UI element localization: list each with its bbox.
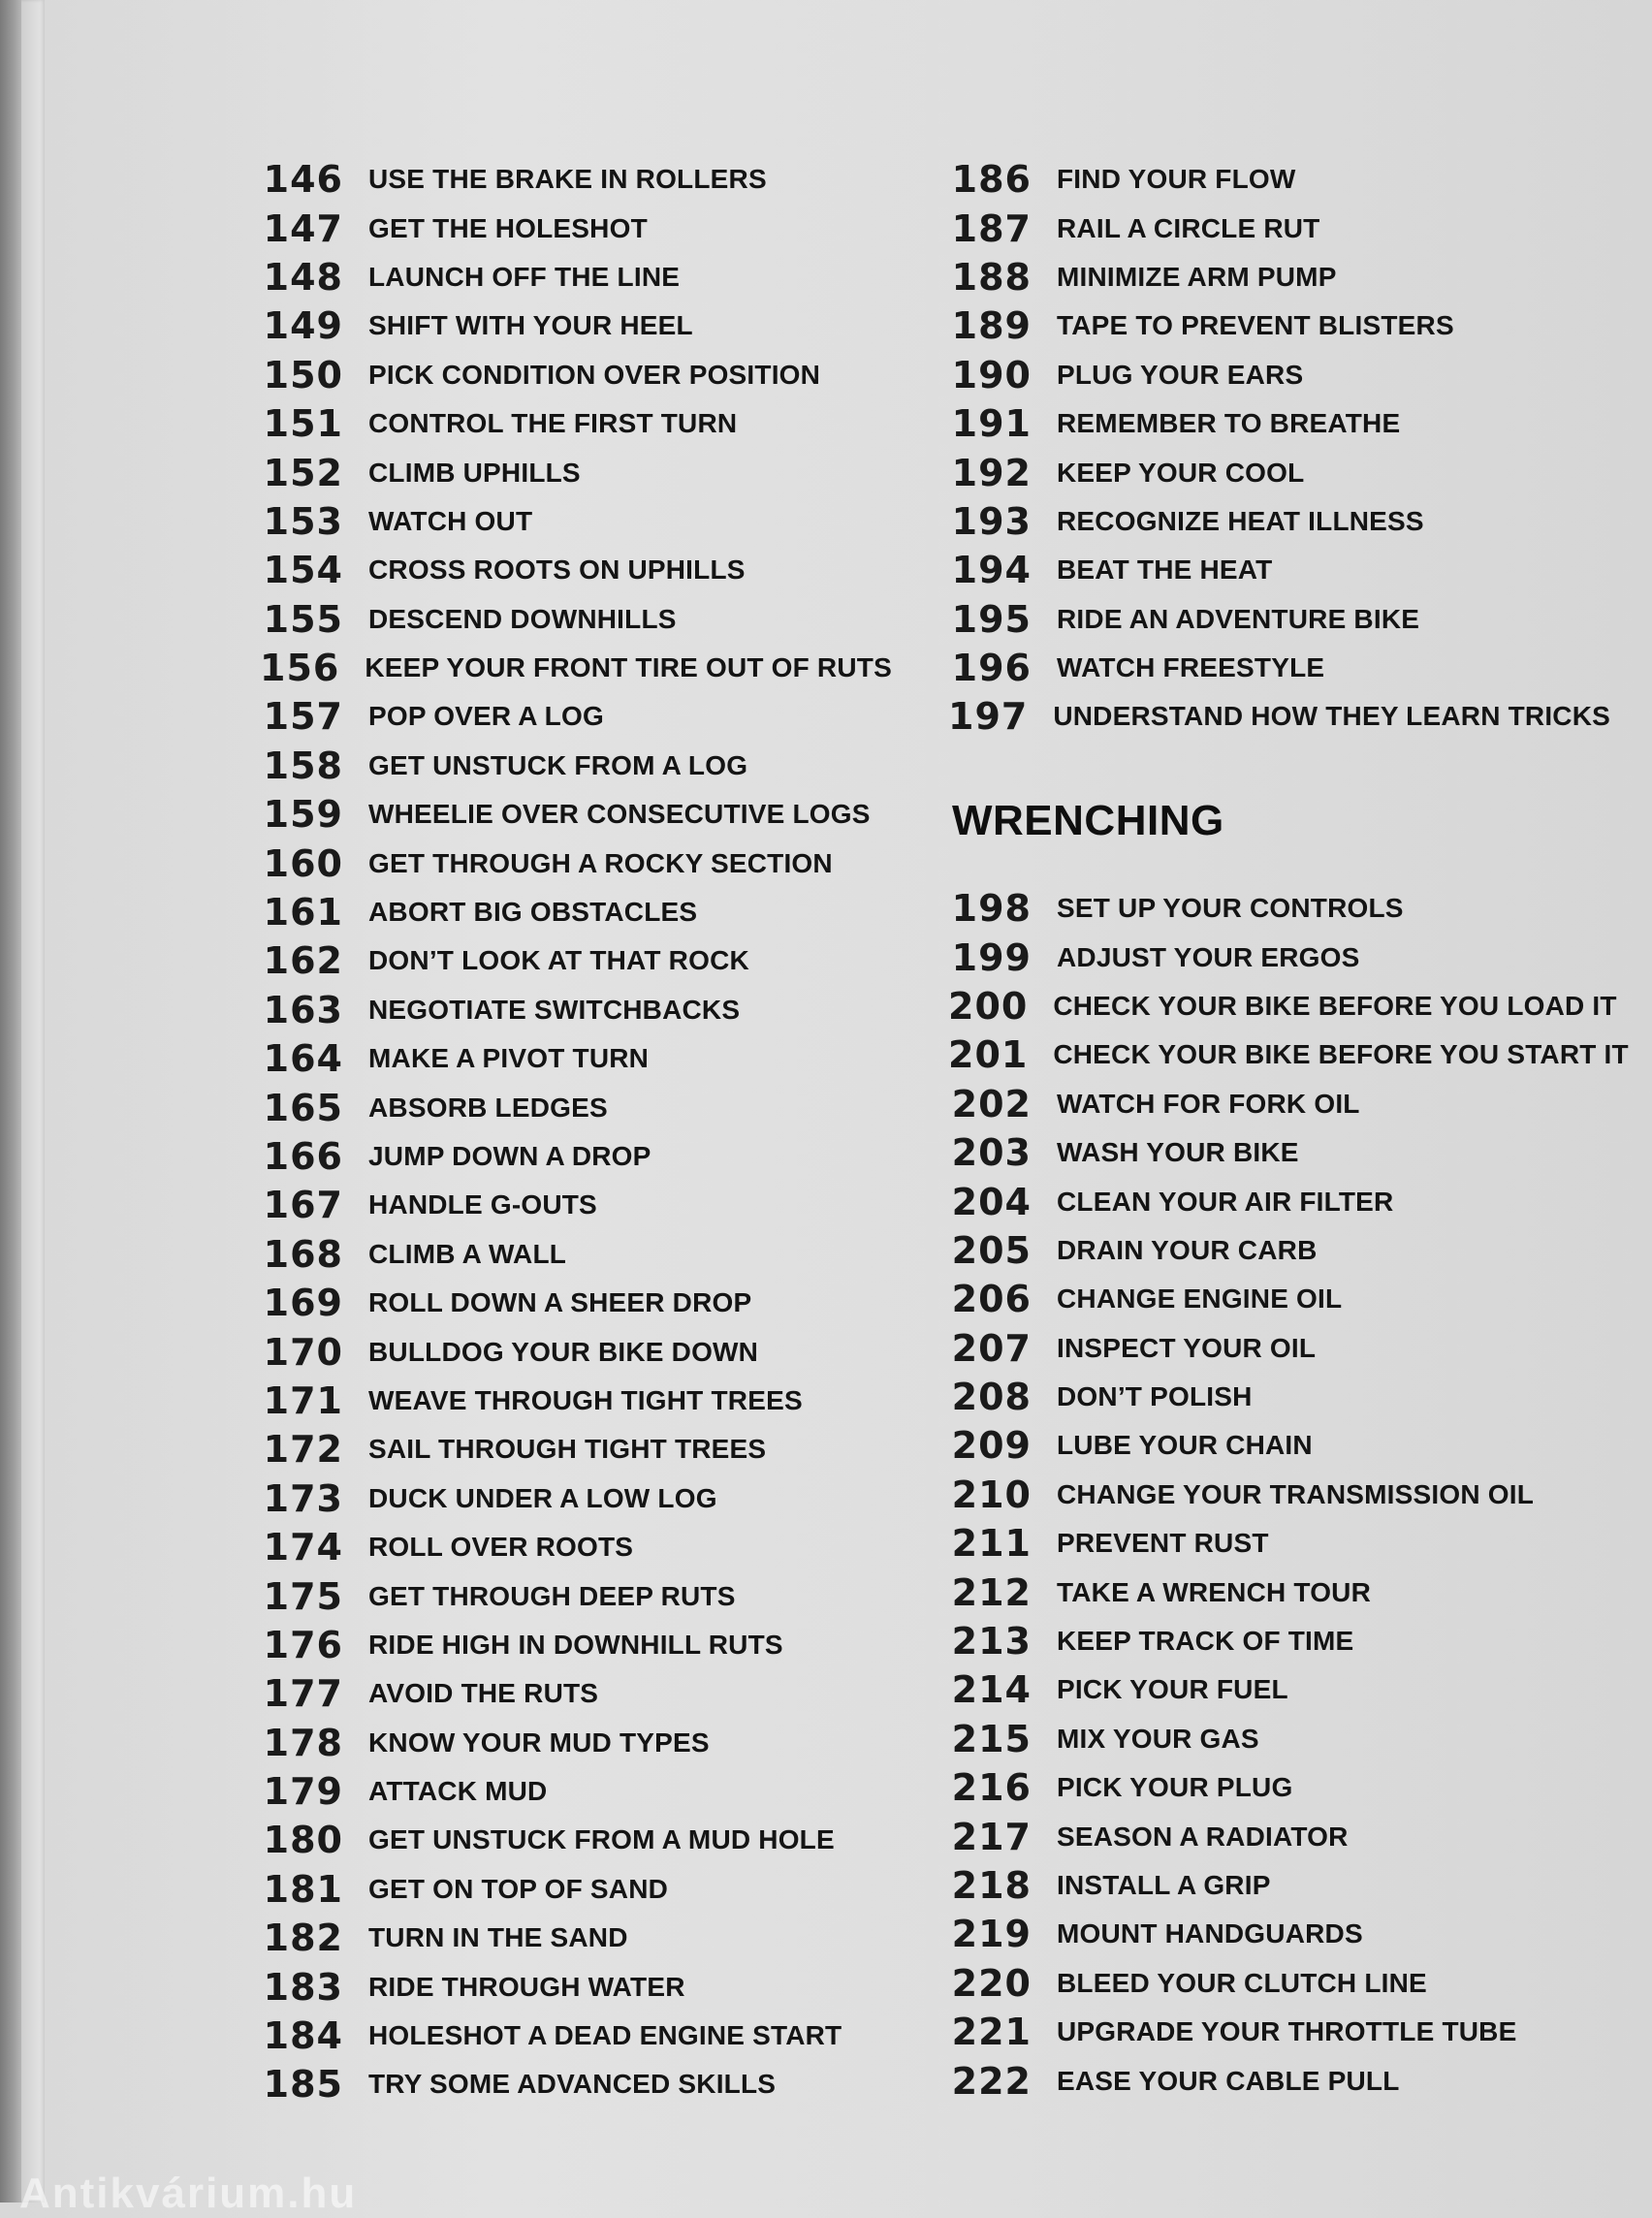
entry-title: TURN IN THE SAND [368, 1922, 628, 1953]
contents-entry [260, 742, 880, 790]
entry-number: 178 [263, 1721, 343, 1764]
entry-title: WATCH OUT [368, 505, 533, 536]
contents-entry [260, 986, 880, 1034]
entry-title: KEEP YOUR COOL [1057, 457, 1305, 488]
entry-title: DON’T LOOK AT THAT ROCK [368, 945, 749, 976]
entry-title: BULLDOG YOUR BIKE DOWN [368, 1336, 759, 1367]
entry-title: PLUG YOUR EARS [1057, 359, 1304, 390]
entry-number: 179 [263, 1770, 343, 1814]
entry-number: 198 [951, 887, 1032, 931]
contents-entry [260, 351, 880, 399]
entry-number: 177 [263, 1672, 343, 1716]
entry-number: 166 [263, 1135, 343, 1178]
contents-entry [948, 497, 1607, 546]
entry-title: POP OVER A LOG [368, 701, 604, 732]
contents-entry [260, 546, 880, 594]
entry-title: SAIL THROUGH TIGHT TREES [368, 1434, 767, 1465]
entry-title: MOUNT HANDGUARDS [1057, 1918, 1363, 1949]
entry-number: 162 [263, 939, 343, 983]
entry-number: 184 [263, 2014, 343, 2058]
contents-entry [260, 497, 880, 546]
entry-number: 200 [948, 984, 1029, 1028]
entry-title: HANDLE G-OUTS [368, 1189, 597, 1220]
contents-entry [948, 1568, 1607, 1616]
entry-number: 203 [951, 1131, 1032, 1175]
entry-number: 158 [263, 744, 343, 787]
entry-number: 204 [951, 1180, 1032, 1223]
entry-number: 159 [263, 793, 343, 837]
entry-number: 208 [951, 1376, 1032, 1419]
contents-entry [948, 301, 1607, 350]
entry-number: 197 [948, 695, 1029, 739]
contents-entry [260, 1571, 880, 1620]
entry-title: WASH YOUR BIKE [1057, 1137, 1299, 1168]
entry-title: RECOGNIZE HEAT ILLNESS [1057, 505, 1424, 536]
contents-entry [260, 1132, 880, 1181]
entry-number: 168 [263, 1232, 343, 1276]
entry-number: 154 [263, 549, 343, 592]
entry-number: 175 [263, 1574, 343, 1618]
entry-title: SET UP YOUR CONTROLS [1057, 893, 1404, 924]
entry-number: 164 [263, 1037, 343, 1081]
entry-title: UNDERSTAND HOW THEY LEARN TRICKS [1053, 701, 1611, 732]
entry-number: 180 [263, 1819, 343, 1862]
contents-entry [948, 884, 1607, 933]
contents-entry [948, 1471, 1607, 1519]
contents-entry [260, 1425, 880, 1473]
entry-title: GET THE HOLESHOT [368, 212, 648, 243]
entry-title: FIND YOUR FLOW [1057, 164, 1296, 195]
entry-title: WATCH FOR FORK OIL [1057, 1088, 1360, 1119]
entry-number: 153 [263, 499, 343, 543]
contents-entry [260, 1669, 880, 1718]
contents-entry [948, 595, 1607, 644]
entry-number: 161 [263, 891, 343, 935]
entry-number: 157 [263, 695, 343, 739]
entry-number: 221 [951, 2011, 1032, 2054]
contents-entry [948, 546, 1607, 594]
contents-entry [260, 253, 880, 301]
entry-title: MINIMIZE ARM PUMP [1057, 261, 1337, 292]
contents-entry [948, 933, 1607, 981]
entry-title: UPGRADE YOUR THROTTLE TUBE [1057, 2016, 1517, 2047]
contents-entry [260, 155, 880, 204]
contents-list-right [948, 155, 1611, 742]
entry-number: 209 [951, 1424, 1032, 1468]
contents-entry [260, 399, 880, 448]
entry-title: DUCK UNDER A LOW LOG [368, 1482, 717, 1513]
entry-number: 149 [263, 304, 343, 348]
entry-title: CHECK YOUR BIKE BEFORE YOU LOAD IT [1053, 990, 1617, 1021]
contents-entry [948, 1519, 1607, 1568]
entry-number: 172 [263, 1428, 343, 1472]
entry-number: 201 [948, 1033, 1029, 1077]
contents-entry [948, 2056, 1607, 2105]
contents-entry [260, 1327, 880, 1376]
entry-title: DRAIN YOUR CARB [1057, 1234, 1318, 1265]
entry-number: 190 [951, 353, 1032, 396]
contents-entry [260, 1230, 880, 1279]
contents-entry [260, 790, 880, 839]
entry-number: 205 [951, 1228, 1032, 1272]
entry-title: WATCH FREESTYLE [1057, 652, 1325, 683]
contents-entry [948, 1226, 1607, 1275]
entry-title: USE THE BRAKE IN ROLLERS [368, 164, 767, 195]
entry-number: 169 [263, 1282, 343, 1325]
contents-entry [260, 888, 880, 936]
entry-title: PICK YOUR PLUG [1057, 1772, 1293, 1803]
entry-number: 215 [951, 1717, 1032, 1760]
entry-title: INSTALL A GRIP [1057, 1870, 1271, 1900]
contents-entry [948, 1030, 1629, 1079]
contents-entry [260, 1377, 880, 1425]
entry-title: LAUNCH OFF THE LINE [368, 261, 681, 292]
entry-title: RAIL A CIRCLE RUT [1057, 212, 1320, 243]
contents-entry [948, 644, 1607, 692]
contents-entry [948, 1617, 1607, 1665]
entry-number: 207 [951, 1326, 1032, 1370]
entry-number: 185 [263, 2063, 343, 2107]
entry-title: DON’T POLISH [1057, 1381, 1253, 1412]
entry-number: 195 [951, 597, 1032, 641]
watermark: Antikvárium.hu [19, 2170, 358, 2217]
contents-entry [948, 1812, 1607, 1860]
entry-title: ATTACK MUD [368, 1776, 548, 1807]
entry-title: CHANGE YOUR TRANSMISSION OIL [1057, 1478, 1535, 1509]
contents-entry [948, 351, 1607, 399]
entry-number: 186 [951, 158, 1032, 202]
entry-title: SEASON A RADIATOR [1057, 1821, 1349, 1852]
contents-list-wrenching [948, 884, 1629, 2106]
entry-number: 199 [951, 935, 1032, 979]
contents-entry [260, 1914, 880, 1962]
contents-entry [948, 692, 1611, 741]
contents-entry [948, 1959, 1607, 2008]
contents-entry [948, 1715, 1607, 1763]
entry-number: 146 [263, 158, 343, 202]
book-spine-edge [0, 0, 21, 2202]
contents-entry [260, 936, 880, 985]
entry-number: 193 [951, 499, 1032, 543]
entry-number: 156 [260, 647, 340, 690]
contents-entry [948, 1665, 1607, 1714]
contents-entry [948, 1177, 1607, 1225]
entry-title: CHANGE ENGINE OIL [1057, 1283, 1343, 1315]
contents-entry [260, 204, 880, 252]
entry-number: 176 [263, 1623, 343, 1666]
entry-number: 220 [951, 1961, 1032, 2005]
contents-entry [948, 982, 1617, 1030]
entry-number: 187 [951, 206, 1032, 250]
contents-entry [948, 448, 1607, 496]
entry-number: 211 [951, 1522, 1032, 1566]
entry-number: 167 [263, 1184, 343, 1227]
contents-entry [260, 1767, 880, 1816]
contents-entry [948, 253, 1607, 301]
entry-number: 150 [263, 353, 343, 396]
contents-entry [260, 1181, 880, 1229]
entry-title: BLEED YOUR CLUTCH LINE [1057, 1967, 1427, 1998]
entry-title: CLIMB A WALL [368, 1238, 567, 1269]
entry-title: EASE YOUR CABLE PULL [1057, 2065, 1400, 2096]
entry-number: 152 [263, 451, 343, 494]
contents-entry [260, 1034, 880, 1083]
entry-number: 155 [263, 597, 343, 641]
entry-number: 219 [951, 1913, 1032, 1956]
entry-number: 163 [263, 988, 343, 1031]
contents-entry [948, 1128, 1607, 1177]
entry-number: 194 [951, 549, 1032, 592]
contents-entry [260, 301, 880, 350]
entry-number: 202 [951, 1082, 1032, 1125]
entry-number: 147 [263, 206, 343, 250]
entry-title: AVOID THE RUTS [368, 1678, 599, 1709]
contents-entry [260, 448, 880, 496]
entry-title: TAKE A WRENCH TOUR [1057, 1576, 1372, 1607]
contents-entry [948, 1080, 1607, 1128]
entry-title: MIX YOUR GAS [1057, 1723, 1259, 1754]
contents-entry [948, 1373, 1607, 1421]
entry-title: KEEP TRACK OF TIME [1057, 1626, 1354, 1657]
entry-title: REMEMBER TO BREATHE [1057, 408, 1401, 439]
entry-title: TRY SOME ADVANCED SKILLS [368, 2069, 777, 2100]
entry-title: HOLESHOT A DEAD ENGINE START [368, 2020, 842, 2051]
contents-list-left [260, 155, 892, 2109]
section-heading-wrenching: WRENCHING [952, 797, 1224, 844]
entry-number: 214 [951, 1668, 1032, 1712]
entry-title: LUBE YOUR CHAIN [1057, 1430, 1313, 1461]
entry-title: ADJUST YOUR ERGOS [1057, 941, 1360, 972]
entry-title: GET THROUGH DEEP RUTS [368, 1580, 736, 1611]
entry-title: RIDE THROUGH WATER [368, 1971, 685, 2002]
contents-entry [260, 1523, 880, 1571]
contents-entry [948, 1275, 1607, 1323]
entry-title: ABSORB LEDGES [368, 1092, 608, 1123]
contents-entry [260, 1621, 880, 1669]
entry-number: 160 [263, 841, 343, 885]
entry-title: ROLL DOWN A SHEER DROP [368, 1287, 752, 1318]
contents-entry [260, 644, 892, 692]
contents-entry [260, 2012, 880, 2060]
entry-number: 212 [951, 1570, 1032, 1614]
entry-title: MAKE A PIVOT TURN [368, 1043, 650, 1074]
entry-number: 148 [263, 255, 343, 299]
entry-title: WHEELIE OVER CONSECUTIVE LOGS [368, 799, 871, 830]
contents-entry [260, 1083, 880, 1131]
entry-title: NEGOTIATE SWITCHBACKS [368, 994, 741, 1025]
entry-title: KEEP YOUR FRONT TIRE OUT OF RUTS [365, 652, 892, 683]
entry-title: GET UNSTUCK FROM A MUD HOLE [368, 1824, 835, 1855]
entry-title: PREVENT RUST [1057, 1528, 1269, 1559]
contents-entry [260, 1719, 880, 1767]
entry-number: 171 [263, 1378, 343, 1422]
entry-number: 183 [263, 1965, 343, 2009]
contents-entry [948, 2008, 1607, 2056]
entry-number: 182 [263, 1917, 343, 1960]
contents-entry [260, 839, 880, 887]
entry-title: CLEAN YOUR AIR FILTER [1057, 1186, 1394, 1217]
entry-title: BEAT THE HEAT [1057, 554, 1273, 586]
contents-entry [260, 1816, 880, 1864]
entry-number: 170 [263, 1330, 343, 1374]
entry-number: 191 [951, 402, 1032, 446]
entry-title: CLIMB UPHILLS [368, 457, 581, 488]
page-gutter [21, 0, 45, 2202]
contents-entry [260, 692, 880, 741]
entry-title: WEAVE THROUGH TIGHT TREES [368, 1384, 803, 1415]
contents-entry [948, 1421, 1607, 1470]
entry-title: DESCEND DOWNHILLS [368, 603, 677, 634]
contents-entry [260, 1962, 880, 2011]
entry-number: 181 [263, 1867, 343, 1911]
entry-title: RIDE AN ADVENTURE BIKE [1057, 603, 1420, 634]
entry-title: SHIFT WITH YOUR HEEL [368, 310, 693, 341]
contents-entry [260, 595, 880, 644]
entry-number: 213 [951, 1620, 1032, 1664]
contents-entry [260, 1279, 880, 1327]
entry-title: CROSS ROOTS ON UPHILLS [368, 554, 746, 586]
entry-number: 174 [263, 1526, 343, 1569]
contents-entry [260, 1865, 880, 1914]
entry-number: 189 [951, 304, 1032, 348]
entry-number: 218 [951, 1864, 1032, 1907]
entry-title: ABORT BIG OBSTACLES [368, 897, 698, 928]
entry-number: 151 [263, 402, 343, 446]
contents-entry [948, 1324, 1607, 1373]
contents-entry [948, 155, 1607, 204]
entry-number: 196 [951, 647, 1032, 690]
entry-title: KNOW YOUR MUD TYPES [368, 1727, 710, 1758]
entry-title: CHECK YOUR BIKE BEFORE YOU START IT [1053, 1039, 1629, 1070]
entry-number: 210 [951, 1473, 1032, 1516]
entry-number: 217 [951, 1815, 1032, 1858]
entry-title: ROLL OVER ROOTS [368, 1532, 634, 1563]
entry-title: RIDE HIGH IN DOWNHILL RUTS [368, 1629, 783, 1660]
entry-title: TAPE TO PREVENT BLISTERS [1057, 310, 1454, 341]
entry-number: 165 [263, 1086, 343, 1129]
entry-number: 188 [951, 255, 1032, 299]
entry-title: JUMP DOWN A DROP [368, 1141, 651, 1171]
entry-title: GET UNSTUCK FROM A LOG [368, 749, 748, 780]
entry-title: PICK CONDITION OVER POSITION [368, 359, 821, 390]
entry-number: 216 [951, 1766, 1032, 1810]
contents-entry [948, 1861, 1607, 1910]
contents-entry [260, 1474, 880, 1523]
contents-entry [260, 2060, 880, 2108]
entry-title: GET THROUGH A ROCKY SECTION [368, 847, 833, 878]
entry-number: 206 [951, 1278, 1032, 1321]
entry-number: 173 [263, 1476, 343, 1520]
entry-number: 192 [951, 451, 1032, 494]
contents-entry [948, 1910, 1607, 1958]
entry-title: INSPECT YOUR OIL [1057, 1332, 1317, 1363]
contents-entry [948, 399, 1607, 448]
contents-entry [948, 204, 1607, 252]
entry-title: PICK YOUR FUEL [1057, 1674, 1288, 1705]
entry-title: CONTROL THE FIRST TURN [368, 408, 738, 439]
contents-entry [948, 1763, 1607, 1812]
entry-title: GET ON TOP OF SAND [368, 1873, 669, 1904]
entry-number: 222 [951, 2059, 1032, 2103]
